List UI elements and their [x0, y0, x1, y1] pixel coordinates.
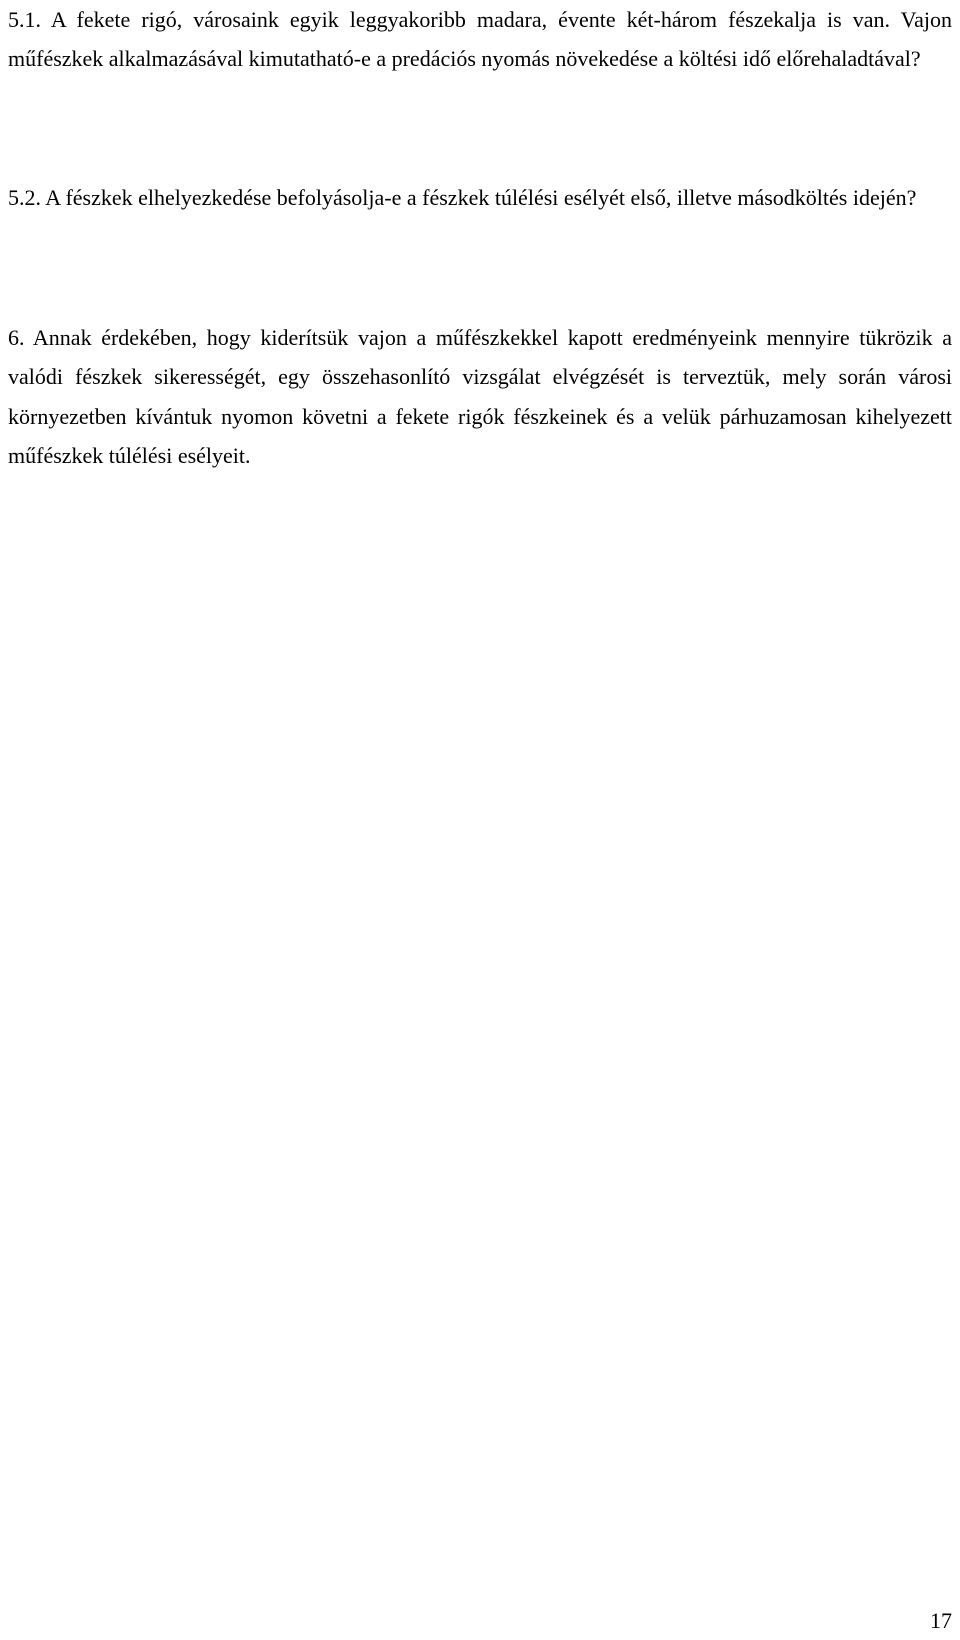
paragraph-5-2: 5.2. A fészkek elhelyezkedése befolyásolja-e a fészkek túlélési esélyét első, illetve másodköltés idején? — [8, 185, 917, 210]
page-number: 17 — [930, 1608, 952, 1633]
paragraph-5-1: 5.1. A fekete rigó, városaink egyik leggyakoribb madara, évente két-három fészekalja is van. Vajon műfészkek alkalmazásával kimutatható-e a predációs nyomás növekedése a költési idő előrehaladtával? — [8, 7, 952, 72]
paragraph-6: 6. Annak érdekében, hogy kiderítsük vajon a műfészkekkel kapott eredményeink mennyire tükrözik a valódi fészkek sikerességét, egy összehasonlító vizsgálat elvégzését is terveztük, mely során városi környezetben kívántuk nyomon követni a fekete rigók fészkeinek és a velük párhuzamosan kihelyezett műfészkek túlélési esélyeit. — [8, 325, 952, 469]
